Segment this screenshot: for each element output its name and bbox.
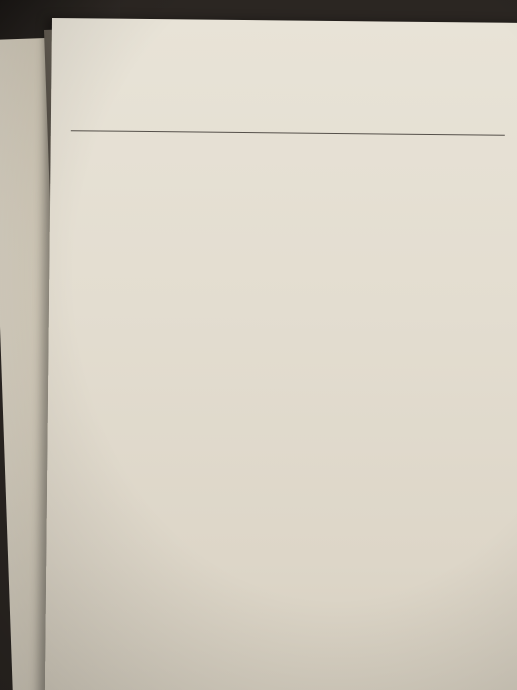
header-rule bbox=[71, 130, 505, 136]
right-page bbox=[44, 18, 517, 690]
page-content bbox=[66, 18, 517, 23]
intro-paragraph bbox=[66, 18, 517, 23]
body-paragraph bbox=[66, 18, 517, 23]
closing-paragraph bbox=[66, 18, 517, 23]
conditions-list bbox=[66, 18, 517, 23]
